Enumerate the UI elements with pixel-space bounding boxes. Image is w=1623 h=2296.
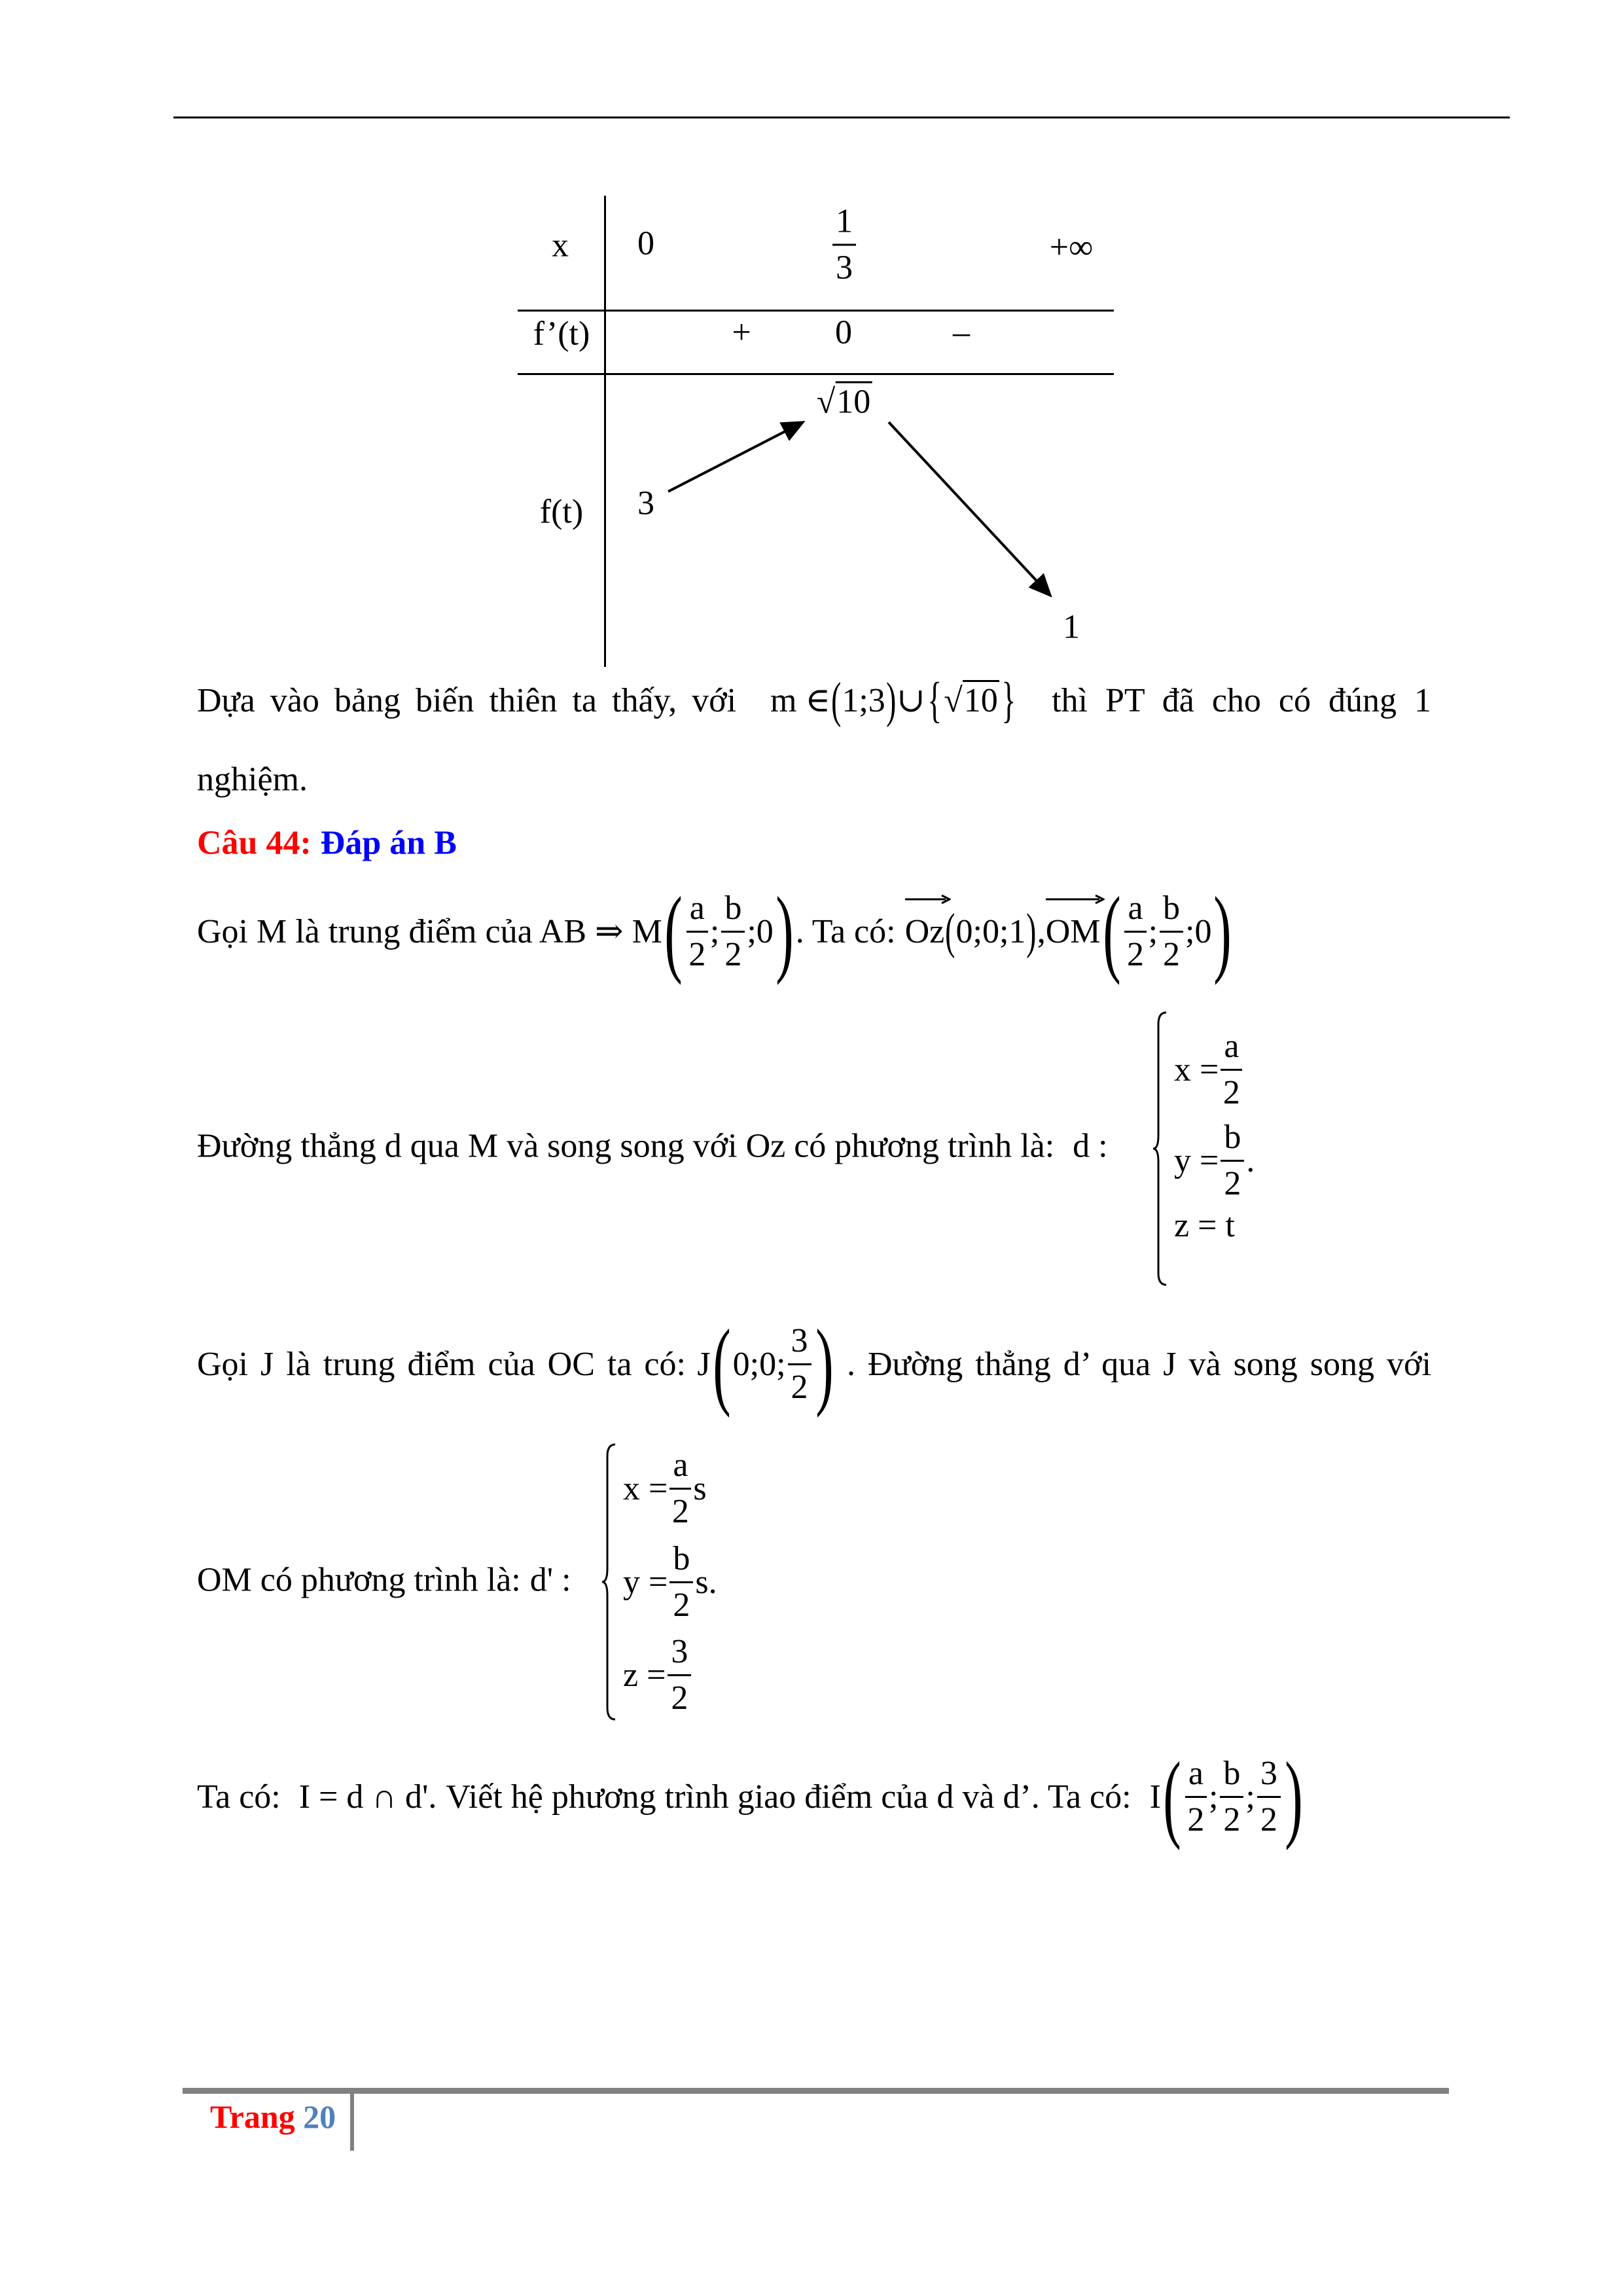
equation: z = t bbox=[1174, 1207, 1235, 1244]
den: 2 bbox=[671, 1679, 688, 1717]
paren: ( bbox=[945, 904, 955, 959]
footer-divider bbox=[350, 2094, 354, 2151]
den: 2 bbox=[791, 1368, 808, 1406]
x-mid-num: 1 bbox=[832, 200, 856, 246]
radicand: 10 bbox=[963, 680, 999, 719]
point-name: J bbox=[697, 1345, 711, 1383]
midpoint-j-line bbox=[197, 1310, 1431, 1418]
conclusion-line bbox=[197, 673, 1431, 728]
f-max-radicand: 10 bbox=[835, 382, 872, 421]
end: s bbox=[693, 1470, 707, 1507]
num: a bbox=[1221, 1024, 1242, 1071]
paren: ) bbox=[1285, 1742, 1303, 1851]
comma: , bbox=[1037, 912, 1046, 950]
page-number bbox=[210, 2098, 336, 2136]
num: b bbox=[1221, 1115, 1244, 1162]
lhs: y = bbox=[623, 1563, 668, 1601]
num: 3 bbox=[788, 1319, 812, 1365]
end: . bbox=[1246, 1142, 1255, 1179]
fprime-label: f’(t) bbox=[533, 315, 590, 353]
conclusion-text-after: thì PT đã cho có đúng 1 bbox=[1052, 681, 1431, 719]
text: Gọi J là trung điểm của OC ta có: bbox=[197, 1345, 686, 1383]
brace: { bbox=[927, 673, 942, 728]
text: . Đường thẳng d’ qua J và song song với bbox=[846, 1345, 1431, 1383]
sep: ; bbox=[709, 912, 720, 950]
num: a bbox=[1185, 1751, 1207, 1798]
coord: ;0 bbox=[747, 912, 774, 950]
x-start: 0 bbox=[637, 224, 654, 262]
page-word: Trang bbox=[210, 2098, 295, 2135]
den: 2 bbox=[1127, 935, 1145, 973]
brace-icon bbox=[1152, 1011, 1169, 1286]
conclusion-line-2: nghiệm. bbox=[197, 761, 308, 798]
line-d-text bbox=[197, 1127, 1108, 1166]
question-heading bbox=[197, 824, 457, 863]
num: a bbox=[1124, 886, 1146, 933]
text: Viết hệ phương trình giao điểm của d và d’. Ta có: bbox=[446, 1778, 1132, 1816]
paren: ( bbox=[664, 877, 683, 986]
x-mid-den: 3 bbox=[836, 249, 853, 287]
f-start: 3 bbox=[637, 484, 654, 522]
den: 2 bbox=[1163, 935, 1181, 973]
variation-arrows bbox=[0, 0, 1623, 720]
f-end: 1 bbox=[1063, 608, 1080, 646]
f-label: f(t) bbox=[539, 493, 584, 531]
m-set bbox=[770, 673, 1018, 728]
den: 2 bbox=[671, 1493, 689, 1530]
paren: ( bbox=[1163, 1742, 1181, 1851]
num: a bbox=[687, 886, 708, 933]
den: 2 bbox=[688, 935, 706, 973]
lhs: x = bbox=[1174, 1051, 1219, 1088]
union-symbol: ∪ bbox=[897, 682, 925, 719]
answer-label: Đáp án B bbox=[320, 824, 457, 862]
brace-icon bbox=[601, 1443, 618, 1721]
x-label: x bbox=[552, 226, 569, 264]
paren: ( bbox=[712, 1310, 731, 1418]
sqrt-symbol: √ bbox=[816, 383, 836, 421]
midpoint-m-line bbox=[197, 877, 1234, 986]
sqrt-symbol: √ bbox=[944, 681, 963, 719]
num: a bbox=[669, 1443, 691, 1490]
num: b bbox=[1220, 1751, 1243, 1798]
conclusion-text-before: Dựa vào bảng biến thiên ta thấy, với bbox=[197, 681, 737, 719]
interval: 1;3 bbox=[842, 681, 885, 719]
system-d bbox=[1152, 1011, 1255, 1286]
num: 3 bbox=[668, 1630, 691, 1676]
text: OM có phương trình là: bbox=[197, 1561, 521, 1599]
vector-label: OM bbox=[1045, 912, 1101, 950]
text: Ta có: bbox=[197, 1778, 281, 1816]
fprime-sign-right: – bbox=[953, 314, 970, 351]
decreasing-arrow bbox=[889, 422, 1050, 596]
den: 2 bbox=[1223, 1801, 1241, 1839]
line-name: d : bbox=[1073, 1127, 1108, 1165]
system-dprime bbox=[601, 1443, 717, 1721]
x-end: +∞ bbox=[1049, 228, 1094, 266]
den: 2 bbox=[724, 935, 742, 973]
paren: ( bbox=[1102, 877, 1121, 986]
lhs: x = bbox=[623, 1470, 668, 1507]
paren: ) bbox=[1026, 904, 1037, 959]
num: b bbox=[1160, 886, 1183, 933]
paren: ) bbox=[776, 877, 794, 986]
line-dprime-text bbox=[197, 1561, 571, 1600]
point-name: I bbox=[1149, 1778, 1161, 1816]
paren: ) bbox=[1213, 877, 1232, 986]
intersection-line bbox=[197, 1742, 1305, 1851]
coords: 0;0; bbox=[732, 1345, 786, 1383]
question-label: Câu 44: bbox=[197, 824, 312, 862]
vector-oz bbox=[905, 912, 945, 951]
text: Gọi M là trung điểm của AB ⇒ M bbox=[197, 913, 662, 950]
lhs: y = bbox=[1174, 1142, 1219, 1179]
vector-arrow-icon bbox=[905, 893, 951, 906]
paren: ) bbox=[885, 673, 897, 728]
den: 2 bbox=[1187, 1801, 1205, 1839]
coord: ;0 bbox=[1185, 912, 1212, 950]
equation: I = d ∩ d'. bbox=[298, 1778, 437, 1816]
paren: ( bbox=[831, 673, 842, 728]
vector-om bbox=[1046, 912, 1101, 951]
line-name: d' : bbox=[529, 1561, 571, 1599]
text: . Ta có: bbox=[795, 912, 896, 950]
page-number-value: 20 bbox=[303, 2098, 336, 2135]
increasing-arrow bbox=[668, 422, 803, 492]
text: Đường thẳng d qua M và song song với Oz có phương trình là: bbox=[197, 1127, 1055, 1165]
fprime-sign-left: + bbox=[732, 314, 751, 351]
den: 2 bbox=[1224, 1165, 1241, 1202]
num: b bbox=[721, 886, 745, 933]
lhs: z = bbox=[623, 1657, 666, 1694]
brace: } bbox=[1001, 673, 1016, 728]
den: 2 bbox=[1222, 1074, 1240, 1111]
sep: ; bbox=[1245, 1778, 1255, 1816]
end: s. bbox=[695, 1563, 717, 1601]
sep: ; bbox=[1208, 1778, 1219, 1816]
den: 2 bbox=[673, 1586, 690, 1624]
m-belongs: m ∈ bbox=[770, 682, 830, 719]
vector-label: Oz bbox=[904, 912, 945, 950]
vector-arrow-icon bbox=[1046, 893, 1105, 906]
fprime-zero: 0 bbox=[835, 314, 852, 351]
num: b bbox=[669, 1537, 693, 1583]
coords: 0;0;1 bbox=[955, 912, 1026, 950]
sep: ; bbox=[1148, 912, 1158, 950]
footer-rule bbox=[183, 2088, 1449, 2094]
paren: ) bbox=[815, 1310, 834, 1418]
den: 2 bbox=[1260, 1801, 1277, 1839]
num: 3 bbox=[1257, 1751, 1281, 1798]
